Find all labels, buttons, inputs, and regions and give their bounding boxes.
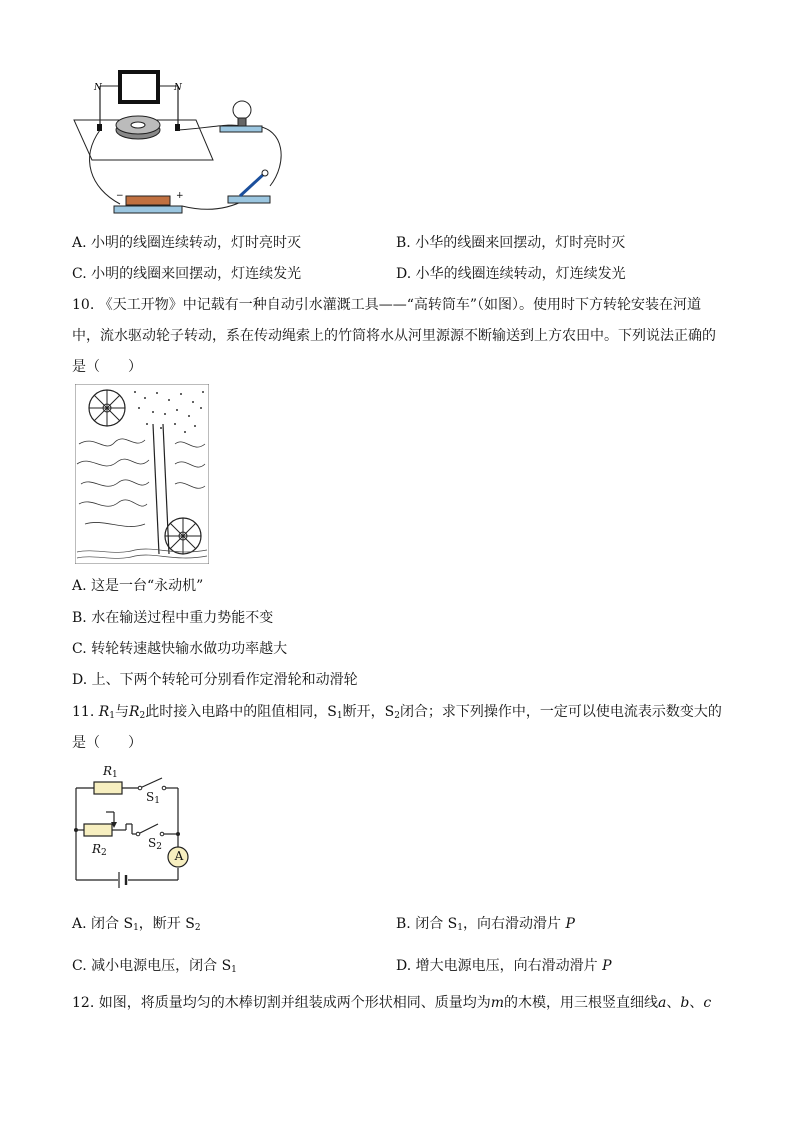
r1-label: $R_1$ bbox=[103, 764, 118, 780]
option-letter: A. bbox=[72, 235, 87, 251]
option-letter: D. bbox=[72, 672, 88, 688]
option-text: 小明的线圈连续转动，灯时亮时灭 bbox=[91, 235, 302, 251]
option-c[interactable]: C. 减小电源电压，闭合 $S_1$ bbox=[72, 958, 237, 975]
option-letter: D. bbox=[396, 266, 412, 282]
option-letter: C. bbox=[72, 641, 87, 657]
svg-text:N: N bbox=[94, 83, 102, 93]
r2-label: $R_2$ bbox=[92, 842, 107, 858]
ammeter-label: A bbox=[174, 849, 184, 863]
option-text: 转轮转速越快输水做功功率越大 bbox=[91, 641, 288, 657]
option-letter: B. bbox=[396, 235, 411, 251]
svg-text:+: + bbox=[176, 191, 184, 201]
option-a[interactable] bbox=[72, 234, 301, 252]
option-a[interactable]: A. 闭合 $S_1$，断开 $S_2$ bbox=[72, 916, 201, 933]
svg-text:−: − bbox=[116, 191, 124, 201]
circuit-diagram bbox=[70, 762, 200, 888]
option-d[interactable] bbox=[396, 265, 626, 283]
s1-label: $S_1$ bbox=[146, 790, 160, 806]
svg-text:N: N bbox=[174, 83, 182, 93]
option-c[interactable] bbox=[72, 265, 301, 283]
option-text: 小明的线圈来回摆动，灯连续发光 bbox=[91, 266, 302, 282]
option-d[interactable] bbox=[72, 671, 358, 689]
option-text: 小华的线圈连续转动，灯连续发光 bbox=[415, 266, 626, 282]
question-10-line-3: 是（ ） bbox=[72, 359, 142, 375]
option-d[interactable]: D. 增大电源电压，向右滑动滑片 P bbox=[396, 958, 612, 974]
option-text: 水在输送过程中重力势能不变 bbox=[91, 610, 274, 626]
option-c[interactable] bbox=[72, 640, 287, 658]
option-text: 这是一台“永动机” bbox=[91, 578, 204, 594]
option-letter: C. bbox=[72, 266, 87, 282]
option-letter: A. bbox=[72, 578, 87, 594]
option-a[interactable] bbox=[72, 577, 203, 595]
question-10-line-2: 中，流水驱动轮子转动，系在传动绳索上的竹筒将水从河里源源不断输送到上方农田中。下列说法正确的 bbox=[72, 328, 716, 344]
option-letter: B. bbox=[72, 610, 87, 626]
question-12-line-1: 12. 如图，将质量均匀的木棒切割并组装成两个形状相同、质量均为m的木模，用三根竖直细线a、b、c bbox=[72, 995, 712, 1011]
option-text: 上、下两个转轮可分别看作定滑轮和动滑轮 bbox=[91, 672, 358, 688]
option-b[interactable] bbox=[396, 234, 625, 252]
option-b[interactable]: B. 闭合 $S_1$，向右滑动滑片 P bbox=[396, 916, 575, 933]
question-11-line-1: 11. $R_1$与$R_2$此时接入电路中的阻值相同，$S_1$断开，$S_2$闭合；求下列操作中，一定可以使电流表示数变大的 bbox=[72, 704, 722, 721]
option-text: 小华的线圈来回摆动，灯时亮时灭 bbox=[415, 235, 626, 251]
motor-apparatus-figure bbox=[70, 68, 300, 218]
water-wheel-illustration bbox=[75, 384, 209, 564]
question-11-line-2: 是（ ） bbox=[72, 735, 142, 751]
s2-label: $S_2$ bbox=[148, 836, 162, 852]
option-b[interactable] bbox=[72, 609, 273, 627]
question-10-line-1: 10. 《天工开物》中记载有一种自动引水灌溉工具——“高转筒车”（如图）。使用时下方转轮安装在河道 bbox=[72, 297, 702, 313]
